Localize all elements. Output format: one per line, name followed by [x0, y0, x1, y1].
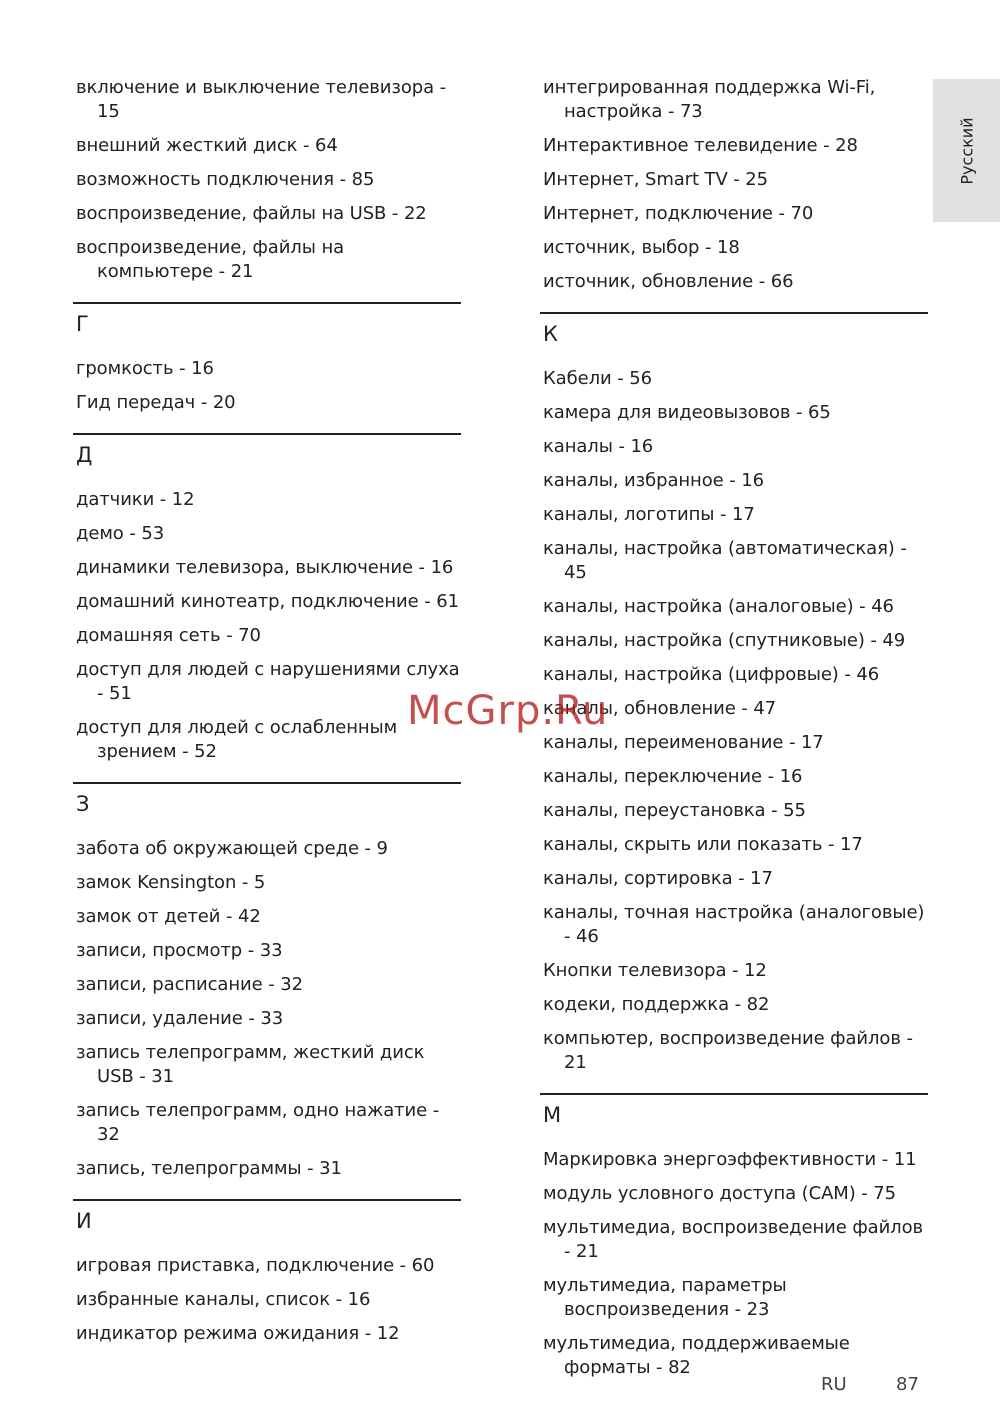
- index-entry: записи, просмотр - 33: [76, 940, 283, 961]
- index-entry: Гид передач - 20: [76, 392, 236, 413]
- index-section: [540, 1093, 928, 1380]
- index-entry: модуль условного доступа (CAM) - 75: [543, 1183, 896, 1204]
- index-entry: каналы, настройка (спутниковые) - 49: [543, 630, 906, 651]
- index-entry: каналы, переустановка - 55: [543, 800, 806, 821]
- index-entry: Интернет, Smart TV - 25: [543, 169, 769, 190]
- index-entry: громкость - 16: [76, 358, 214, 379]
- index-entry: возможность подключения - 85: [76, 169, 375, 190]
- index-section: [73, 1199, 461, 1346]
- index-column-left: [73, 76, 461, 1356]
- index-section: [73, 76, 461, 284]
- index-entry: каналы, избранное - 16: [543, 470, 764, 491]
- index-entry: мультимедиа, параметры воспроизведения - 23: [543, 1275, 787, 1320]
- watermark-text: McGrp.Ru: [407, 688, 609, 734]
- index-section: [73, 782, 461, 1181]
- index-entry: избранные каналы, список - 16: [76, 1289, 371, 1310]
- index-entry: записи, расписание - 32: [76, 974, 303, 995]
- index-entry: каналы, точная настройка (аналоговые) - 46: [543, 902, 925, 947]
- index-entry: забота об окружающей среде - 9: [76, 838, 388, 859]
- index-entry: каналы, настройка (цифровые) - 46: [543, 664, 880, 685]
- index-entry: каналы - 16: [543, 436, 654, 457]
- index-entry: кодеки, поддержка - 82: [543, 994, 770, 1015]
- index-section: [540, 76, 928, 294]
- index-entry: записи, удаление - 33: [76, 1008, 284, 1029]
- index-entry: компьютер, воспроизведение файлов - 21: [543, 1028, 913, 1073]
- index-entry: каналы, переключение - 16: [543, 766, 803, 787]
- index-entry: замок Kensington - 5: [76, 872, 266, 893]
- index-entry: каналы, переименование - 17: [543, 732, 824, 753]
- index-entry: внешний жесткий диск - 64: [76, 135, 338, 156]
- section-letter-heading: М: [543, 1103, 562, 1127]
- index-entry: доступ для людей с нарушениями слуха - 51: [76, 659, 460, 704]
- language-tab: [933, 79, 1000, 222]
- index-entry: Кнопки телевизора - 12: [543, 960, 767, 981]
- section-letter-heading: Г: [76, 312, 89, 336]
- index-entry: Интернет, подключение - 70: [543, 203, 814, 224]
- index-entry: каналы, настройка (аналоговые) - 46: [543, 596, 894, 617]
- index-entry: запись телепрограмм, одно нажатие - 32: [76, 1100, 440, 1145]
- index-entry: индикатор режима ожидания - 12: [76, 1323, 400, 1344]
- index-entry: домашняя сеть - 70: [76, 625, 261, 646]
- index-entry: Маркировка энергоэффективности - 11: [543, 1149, 917, 1170]
- index-entry: каналы, настройка (автоматическая) - 45: [543, 538, 907, 583]
- index-entry: датчики - 12: [76, 489, 195, 510]
- index-entry: источник, обновление - 66: [543, 271, 794, 292]
- index-entry: запись, телепрограммы - 31: [76, 1158, 342, 1179]
- footer-language-code: RU: [821, 1374, 847, 1395]
- language-tab-label: Русский: [957, 116, 976, 185]
- index-entry: запись телепрограмм, жесткий диск USB - 31: [76, 1042, 425, 1087]
- section-letter-heading: К: [543, 322, 558, 346]
- section-letter-heading: З: [76, 792, 90, 816]
- index-entry: домашний кинотеатр, подключение - 61: [76, 591, 459, 612]
- section-letter-heading: Д: [76, 443, 93, 467]
- index-entry: доступ для людей с ослабленным зрением - 52: [76, 717, 398, 762]
- index-entry: каналы, логотипы - 17: [543, 504, 755, 525]
- index-entry: камера для видеовызовов - 65: [543, 402, 831, 423]
- index-entry: Интерактивное телевидение - 28: [543, 135, 858, 156]
- page-number: 87: [896, 1374, 919, 1395]
- index-entry: включение и выключение телевизора - 15: [76, 77, 447, 122]
- index-entry: воспроизведение, файлы на компьютере - 21: [76, 237, 345, 282]
- index-entry: мультимедиа, воспроизведение файлов - 21: [543, 1217, 924, 1262]
- index-entry: мультимедиа, поддерживаемые форматы - 82: [543, 1333, 850, 1378]
- index-entry: каналы, скрыть или показать - 17: [543, 834, 863, 855]
- index-entry: игровая приставка, подключение - 60: [76, 1255, 435, 1276]
- index-entry: динамики телевизора, выключение - 16: [76, 557, 454, 578]
- index-entry: каналы, сортировка - 17: [543, 868, 773, 889]
- index-entry: источник, выбор - 18: [543, 237, 740, 258]
- index-entry: демо - 53: [76, 523, 165, 544]
- index-section: [73, 433, 461, 764]
- index-entry: каналы, обновление - 47: [543, 698, 777, 719]
- index-section: [73, 302, 461, 415]
- index-entry: Кабели - 56: [543, 368, 652, 389]
- index-entry: замок от детей - 42: [76, 906, 261, 927]
- index-entry: воспроизведение, файлы на USB - 22: [76, 203, 427, 224]
- index-entry: интегрированная поддержка Wi-Fi, настройка - 73: [543, 77, 876, 122]
- section-letter-heading: И: [76, 1209, 92, 1233]
